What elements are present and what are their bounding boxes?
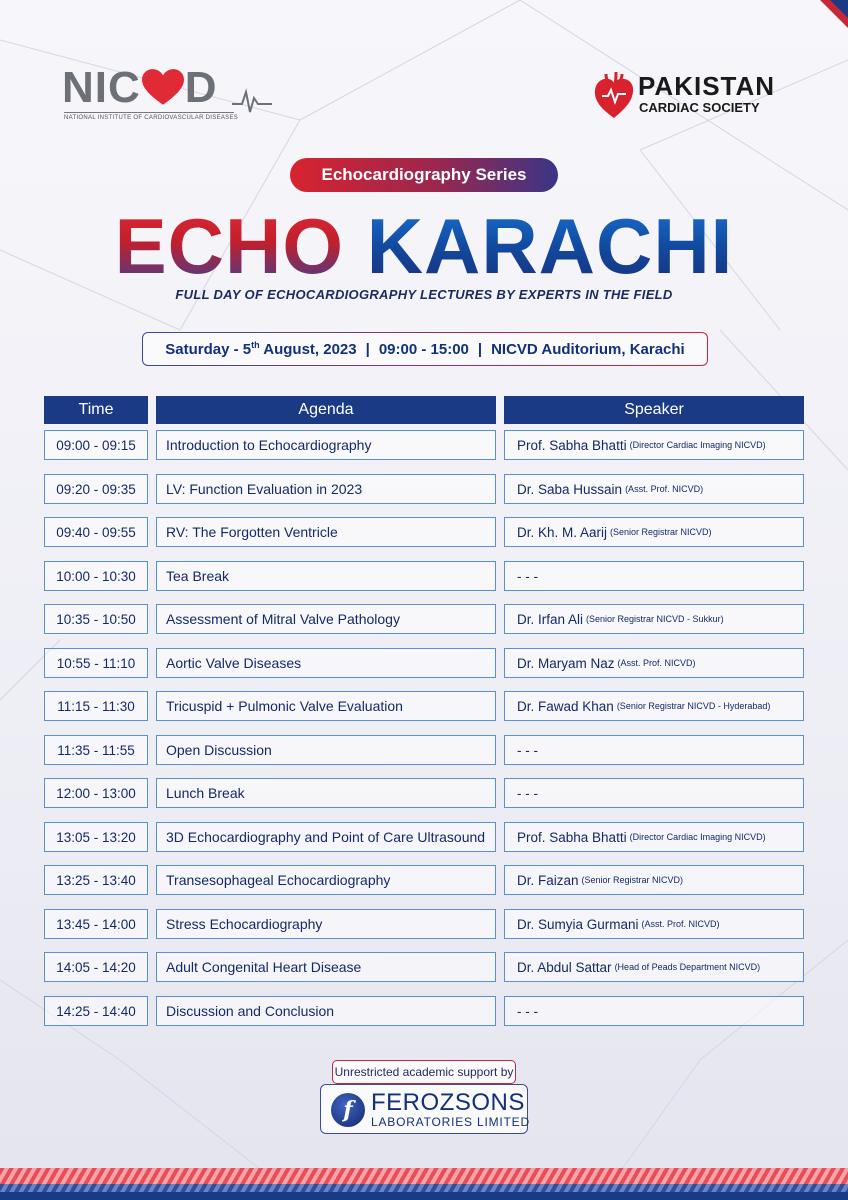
cell-speaker: [504, 865, 804, 895]
table-row: [0, 778, 848, 808]
pakistan-cardiac-society-logo: [592, 70, 792, 124]
table-row: [0, 691, 848, 721]
table-row: [0, 996, 848, 1026]
pcs-logo-line1: PAKISTAN: [638, 71, 776, 101]
table-row: [0, 604, 848, 634]
speaker-name: Dr. Faizan: [517, 872, 579, 888]
cell-time: 10:35 - 10:50: [44, 604, 148, 634]
speaker-name: Dr. Fawad Khan: [517, 698, 614, 714]
table-row: [0, 561, 848, 591]
cell-agenda: Assessment of Mitral Valve Pathology: [156, 604, 496, 634]
speaker-role: (Head of Peads Department NICVD): [614, 962, 761, 972]
table-row: [0, 909, 848, 939]
speaker-name: Prof. Sabha Bhatti: [517, 829, 627, 845]
sponsor-subtitle: LABORATORIES LIMITED: [371, 1115, 530, 1129]
speaker-role: (Asst. Prof. NICVD): [641, 919, 720, 929]
speaker-name: Dr. Kh. M. Aarij: [517, 524, 608, 540]
speaker-role: (Senior Registrar NICVD): [610, 527, 712, 537]
cell-time: 14:05 - 14:20: [44, 952, 148, 982]
cell-speaker: [504, 474, 804, 504]
column-header-agenda: Agenda: [156, 396, 496, 424]
speaker-name: Dr. Sumyia Gurmani: [517, 916, 639, 932]
speaker-name: Dr. Maryam Naz: [517, 655, 615, 671]
nicvd-logo: [62, 63, 262, 126]
cell-agenda: Open Discussion: [156, 735, 496, 765]
pcs-logo-line2: CARDIAC SOCIETY: [639, 100, 760, 115]
speaker-role: (Director Cardiac Imaging NICVD): [629, 832, 766, 842]
table-row: [0, 648, 848, 678]
event-date: Saturday - 5th August, 2023: [165, 340, 357, 358]
cell-agenda: RV: The Forgotten Ventricle: [156, 517, 496, 547]
cell-speaker: [504, 430, 804, 460]
cell-time: 09:40 - 09:55: [44, 517, 148, 547]
cell-agenda: Aortic Valve Diseases: [156, 648, 496, 678]
info-separator: |: [365, 340, 370, 358]
cell-agenda: Tricuspid + Pulmonic Valve Evaluation: [156, 691, 496, 721]
cell-time: 09:20 - 09:35: [44, 474, 148, 504]
cell-time: 10:00 - 10:30: [44, 561, 148, 591]
sponsor-name: FEROZSONS: [371, 1089, 525, 1116]
event-subtitle: FULL DAY OF ECHOCARDIOGRAPHY LECTURES BY EXPERTS IN THE FIELD: [175, 287, 673, 302]
cell-time: 13:45 - 14:00: [44, 909, 148, 939]
cell-time: 09:00 - 09:15: [44, 430, 148, 460]
cell-time: 14:25 - 14:40: [44, 996, 148, 1026]
table-row: [0, 517, 848, 547]
cell-time: 11:15 - 11:30: [44, 691, 148, 721]
anatomical-heart-icon: [592, 70, 636, 120]
title-word-karachi: KARACHI: [366, 202, 734, 290]
nicvd-logo-subtitle: NATIONAL INSTITUTE OF CARDIOVASCULAR DISEASES: [64, 112, 234, 121]
cell-time: 13:05 - 13:20: [44, 822, 148, 852]
table-row: [0, 735, 848, 765]
speaker-name: - - -: [517, 785, 538, 801]
speaker-name: - - -: [517, 742, 538, 758]
column-header-speaker: Speaker: [504, 396, 804, 424]
cell-speaker: [504, 822, 804, 852]
cell-speaker: [504, 996, 804, 1026]
cell-agenda: Stress Echocardiography: [156, 909, 496, 939]
speaker-name: Dr. Saba Hussain: [517, 481, 623, 497]
footer-stripe-hatch: [0, 1184, 848, 1192]
speaker-role: (Senior Registrar NICVD): [581, 875, 684, 885]
heart-icon: [142, 68, 184, 108]
ferozsons-f-icon: f: [331, 1093, 365, 1127]
info-separator: |: [477, 340, 483, 358]
speaker-name: Prof. Sabha Bhatti: [517, 437, 627, 453]
cell-agenda: Adult Congenital Heart Disease: [156, 952, 496, 982]
cell-speaker: [504, 952, 804, 982]
cell-agenda: Introduction to Echocardiography: [156, 430, 496, 460]
cell-agenda: Lunch Break: [156, 778, 496, 808]
cell-speaker: [504, 517, 804, 547]
cell-speaker: [504, 778, 804, 808]
cell-agenda: 3D Echocardiography and Point of Care Ultrasound: [156, 822, 496, 852]
speaker-name: Dr. Irfan Ali: [517, 611, 584, 627]
event-title: [0, 202, 848, 290]
table-row: [0, 430, 848, 460]
cell-agenda: LV: Function Evaluation in 2023: [156, 474, 496, 504]
column-header-time: Time: [44, 396, 148, 424]
nicvd-logo-text-right: D: [184, 63, 218, 112]
cell-speaker: [504, 909, 804, 939]
speaker-role: (Asst. Prof. NICVD): [617, 658, 696, 668]
cell-time: 11:35 - 11:55: [44, 735, 148, 765]
footer-stripe-red: [0, 1168, 848, 1184]
title-word-echo: ECHO: [114, 202, 345, 290]
event-venue: NICVD Auditorium, Karachi: [491, 340, 685, 358]
series-badge: Echocardiography Series: [290, 158, 558, 192]
speaker-role: (Asst. Prof. NICVD): [625, 484, 704, 494]
corner-decoration: [808, 0, 848, 40]
speaker-role: (Director Cardiac Imaging NICVD): [629, 440, 766, 450]
event-info-box: [142, 332, 708, 366]
heartbeat-line-icon: [232, 88, 272, 114]
speaker-name: - - -: [517, 568, 538, 584]
speaker-name: Dr. Abdul Sattar: [517, 959, 612, 975]
table-row: [0, 952, 848, 982]
cell-speaker: [504, 735, 804, 765]
cell-agenda: Transesophageal Echocardiography: [156, 865, 496, 895]
support-label: Unrestricted academic support by: [332, 1060, 516, 1084]
table-row: [0, 822, 848, 852]
speaker-role: (Senior Registrar NICVD - Sukkur): [586, 614, 724, 624]
event-time: 09:00 - 15:00: [378, 340, 469, 358]
cell-time: 13:25 - 13:40: [44, 865, 148, 895]
cell-speaker: [504, 691, 804, 721]
sponsor-logo: [320, 1084, 528, 1134]
table-row: [0, 865, 848, 895]
cell-time: 12:00 - 13:00: [44, 778, 148, 808]
nicvd-logo-text-left: NIC: [62, 63, 141, 112]
cell-time: 10:55 - 11:10: [44, 648, 148, 678]
cell-agenda: Tea Break: [156, 561, 496, 591]
cell-speaker: [504, 604, 804, 634]
cell-agenda: Discussion and Conclusion: [156, 996, 496, 1026]
speaker-role: (Senior Registrar NICVD - Hyderabad): [616, 701, 771, 711]
table-row: [0, 474, 848, 504]
speaker-name: - - -: [517, 1003, 538, 1019]
cell-speaker: [504, 648, 804, 678]
cell-speaker: [504, 561, 804, 591]
